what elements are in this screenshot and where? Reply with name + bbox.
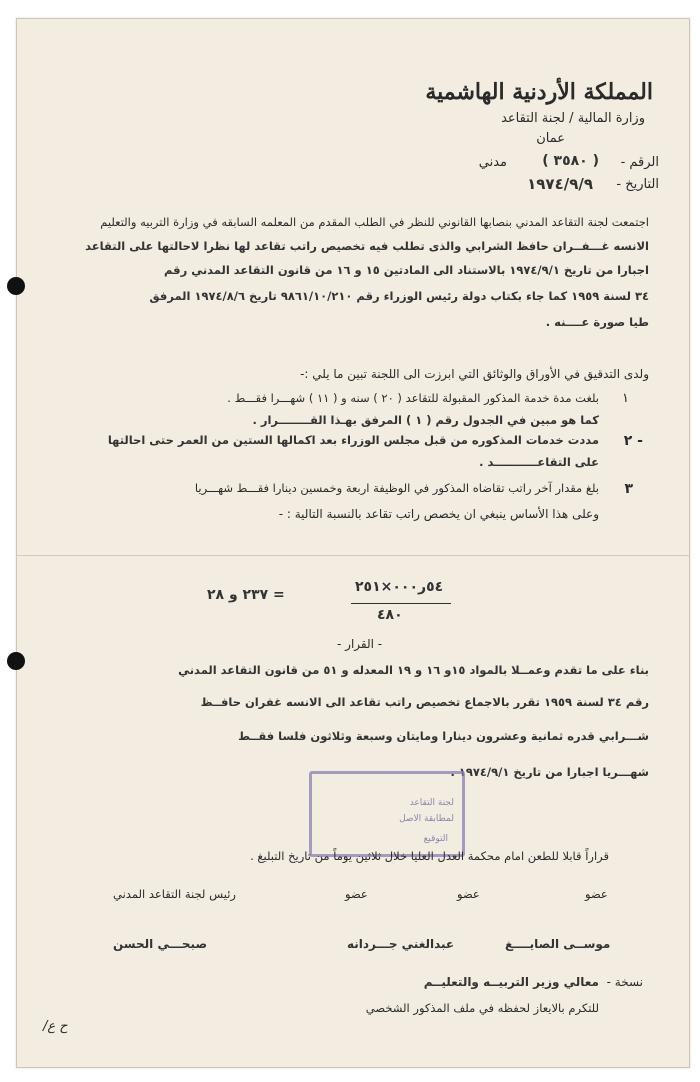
item-1-line-1: بلغت مدة خدمة المذكور المقبولة للتقاعد ( ٢٠ ) سنه و ( ١١ ) شهـــرا فقـــط . xyxy=(227,391,599,405)
decision-line-3: شـــرابي قدره ثمانية وعشرون دينارا ومايتان وسبعة وثلاثون فلسا فقــط xyxy=(238,729,649,743)
item-1-line-2: كما هو مبين في الجدول رقم ( ١ ) المرفق بهـذا القــــــــرار . xyxy=(252,413,599,427)
official-stamp xyxy=(309,771,465,857)
equation-fraction-bar xyxy=(351,603,451,604)
date-value: ١٩٧٤/٩/٩ xyxy=(527,175,593,193)
signatory-title-member-3: عضو xyxy=(585,887,608,901)
kingdom-title: المملكة الأردنية الهاشمية xyxy=(425,79,653,105)
item-3-number: ٣ xyxy=(624,481,633,497)
ref-type: مدني xyxy=(478,155,507,170)
equation-numerator: ٥٤ر٠٠٠×٢٥١ xyxy=(355,579,444,595)
stamp-line-3: التوقيع xyxy=(423,834,448,844)
copy-label: نسخة - xyxy=(606,975,643,989)
page-fold-crease xyxy=(17,555,689,556)
intro-line-5: طيا صورة عــــنه . xyxy=(545,315,649,329)
item-2-line-2: على التقاعـــــــــــد . xyxy=(479,455,599,469)
item-2-line-1: مددت خدمات المذكوره من قبل مجلس الوزراء بعد اكمالها الستين من العمر حتى احالتها xyxy=(107,433,599,447)
review-intro: ولدى التدقيق في الأوراق والوثائق التي ابرزت الى اللجنة تبين ما يلي :- xyxy=(300,367,649,381)
date-label: التاريخ - xyxy=(616,177,659,192)
decision-line-4: شهـــريا اجبارا من تاريخ ١٩٧٤/٩/١ . xyxy=(450,765,649,779)
stamp-line-1: لجنة التقاعد xyxy=(409,798,454,808)
item-3-line-1: بلغ مقدار آخر راتب تقاضاه المذكور في الوظيفة اربعة وخمسين دينارا فقـــط شهـــريا xyxy=(194,481,599,495)
initials: ح ع/ xyxy=(43,1019,68,1034)
document-page xyxy=(16,18,690,1068)
signatory-name-member-1: عبدالغني جـــردانه xyxy=(347,937,455,951)
appeal-line: قراراً قابلا للطعن امام محكمة العدل العليا خلال ثلاثين يوماً من تاريخ التبليغ . xyxy=(250,849,609,863)
copy-note: للتكرم بالايعاز لحفظه في ملف المذكور الشخصي xyxy=(365,1001,599,1015)
signatory-name-member-2: موســى الصايــــغ xyxy=(505,937,611,951)
decision-heading: - القرار - xyxy=(337,637,383,651)
intro-line-2: الانسه غـــفــران حافظ الشرابي والذى تطلب فيه تخصيص راتب تقاعد لها نظرا لاحالتها على التقاعد xyxy=(85,239,649,253)
item-2-number: ٢ - xyxy=(623,433,643,449)
decision-line-1: بناء على ما تقدم وعمــلا بالمواد ١٥و ١٦ و ١٩ المعدله و ٥١ من قانون التقاعد المدني xyxy=(178,663,649,677)
city-line: عمان xyxy=(536,131,565,146)
punch-hole-top xyxy=(7,277,25,295)
signatory-title-member-2: عضو xyxy=(457,887,480,901)
intro-line-4: ٣٤ لسنة ١٩٥٩ كما جاء بكتاب دولة رئيس الوزراء رقم ٩٨٦١/١٠/٢١٠ تاريخ ١٩٧٤/٨/٦ المرفق xyxy=(149,289,649,303)
equation-denominator: ٤٨٠ xyxy=(377,607,403,623)
copy-recipient: معالي وزير التربيــه والتعليــم xyxy=(423,975,599,989)
ref-number: ( ٣٥٨٠ ) xyxy=(542,153,599,169)
signatory-title-member-1: عضو xyxy=(345,887,368,901)
ministry-line: وزارة المالية / لجنة التقاعد xyxy=(501,111,645,126)
signatory-title-chair: رئيس لجنة التقاعد المدني xyxy=(113,887,236,901)
equation-result: = ٢٣٧ و ٢٨ xyxy=(207,587,285,603)
intro-line-1: اجتمعت لجنة التقاعد المدني بنصابها القانوني للنظر في الطلب المقدم من المعلمه السابقه في وزارة التربيه والتعليم xyxy=(100,215,649,229)
stamp-line-2: لمطابقة الاصل xyxy=(399,814,454,824)
ref-label: الرقم - xyxy=(620,155,659,170)
item-1-number: ١ xyxy=(622,391,629,406)
punch-hole-bottom xyxy=(7,652,25,670)
basis-line: وعلى هذا الأساس ينبغي ان يخصص راتب تقاعد بالنسبة التالية : - xyxy=(278,507,599,521)
decision-line-2: رقم ٣٤ لسنة ١٩٥٩ تقرر بالاجماع تخصيص راتب تقاعد الى الانسه غفران حافــظ xyxy=(200,695,649,709)
intro-line-3: اجبارا من تاريخ ١٩٧٤/٩/١ بالاستناد الى المادتين ١٥ و ١٦ من قانون التقاعد المدني رقم xyxy=(164,263,649,277)
signatory-name-chair: صبحـــي الحسن xyxy=(113,937,208,951)
